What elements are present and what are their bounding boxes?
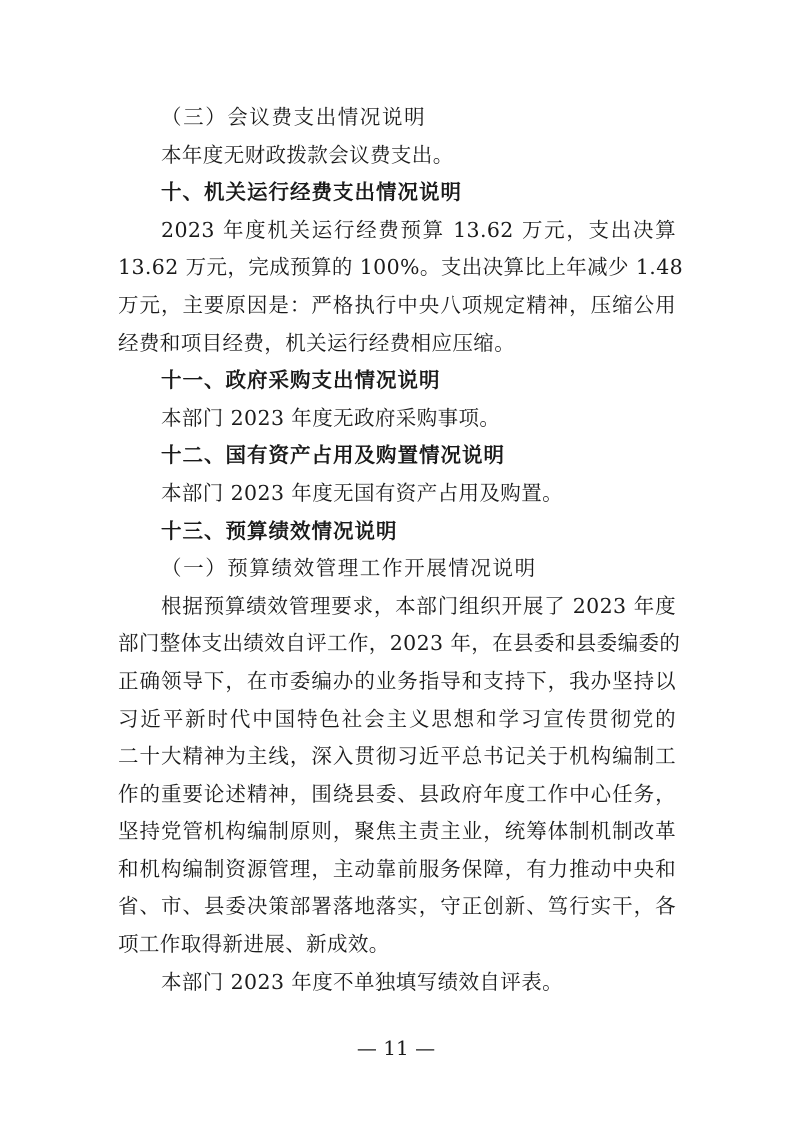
section-heading-13: 十三、预算绩效情况说明: [161, 518, 398, 543]
paragraph-line: 本部门 2023 年度无政府采购事项。: [161, 405, 501, 430]
paragraph-line: 省、市、县委决策部署落地落实，守正创新、笃行实干，各: [118, 894, 676, 919]
page-number: — 11 —: [356, 1036, 436, 1060]
subsection-heading-meeting-fees: （三）会议费支出情况说明: [161, 105, 427, 129]
paragraph-line: 2023 年度机关运行经费预算 13.62 万元，支出决算: [161, 217, 676, 242]
paragraph-line: 13.62 万元，完成预算的 100%。支出决算比上年减少 1.48: [118, 255, 684, 280]
section-heading-11: 十一、政府采购支出情况说明: [161, 368, 441, 393]
paragraph-line: 经费和项目经费，机关运行经费相应压缩。: [118, 330, 516, 355]
document-body: [118, 99, 684, 1001]
paragraph-line: 根据预算绩效管理要求，本部门组织开展了 2023 年度: [161, 593, 676, 618]
paragraph-line: 作的重要论述精神，围绕县委、县政府年度工作中心任务，: [118, 781, 676, 806]
paragraph-line: 项工作取得新进展、新成效。: [118, 932, 390, 957]
section-heading-10: 十、机关运行经费支出情况说明: [161, 180, 462, 205]
subsection-heading-performance: （一）预算绩效管理工作开展情况说明: [161, 556, 537, 581]
paragraph-line: 正确领导下，在市委编办的业务指导和支持下，我办坚持以: [118, 668, 676, 693]
paragraph-line: 坚持党管机构编制原则，聚焦主责主业，统筹体制机制改革: [118, 819, 676, 844]
paragraph-line: 本部门 2023 年度不单独填写绩效自评表。: [161, 969, 564, 994]
paragraph-line: 本部门 2023 年度无国有资产占用及购置。: [161, 480, 564, 505]
paragraph-line: 二十大精神为主线，深入贯彻习近平总书记关于机构编制工: [118, 744, 676, 769]
paragraph-line: 本年度无财政拨款会议费支出。: [161, 142, 454, 167]
paragraph-line: 习近平新时代中国特色社会主义思想和学习宣传贯彻党的: [118, 706, 676, 731]
paragraph-line: 部门整体支出绩效自评工作，2023 年，在县委和县委编委的: [118, 631, 681, 656]
paragraph-line: 和机构编制资源管理，主动靠前服务保障，有力推动中央和: [118, 856, 676, 881]
paragraph-line: 万元，主要原因是：严格执行中央八项规定精神，压缩公用: [118, 292, 676, 317]
section-heading-12: 十二、国有资产占用及购置情况说明: [161, 443, 505, 468]
